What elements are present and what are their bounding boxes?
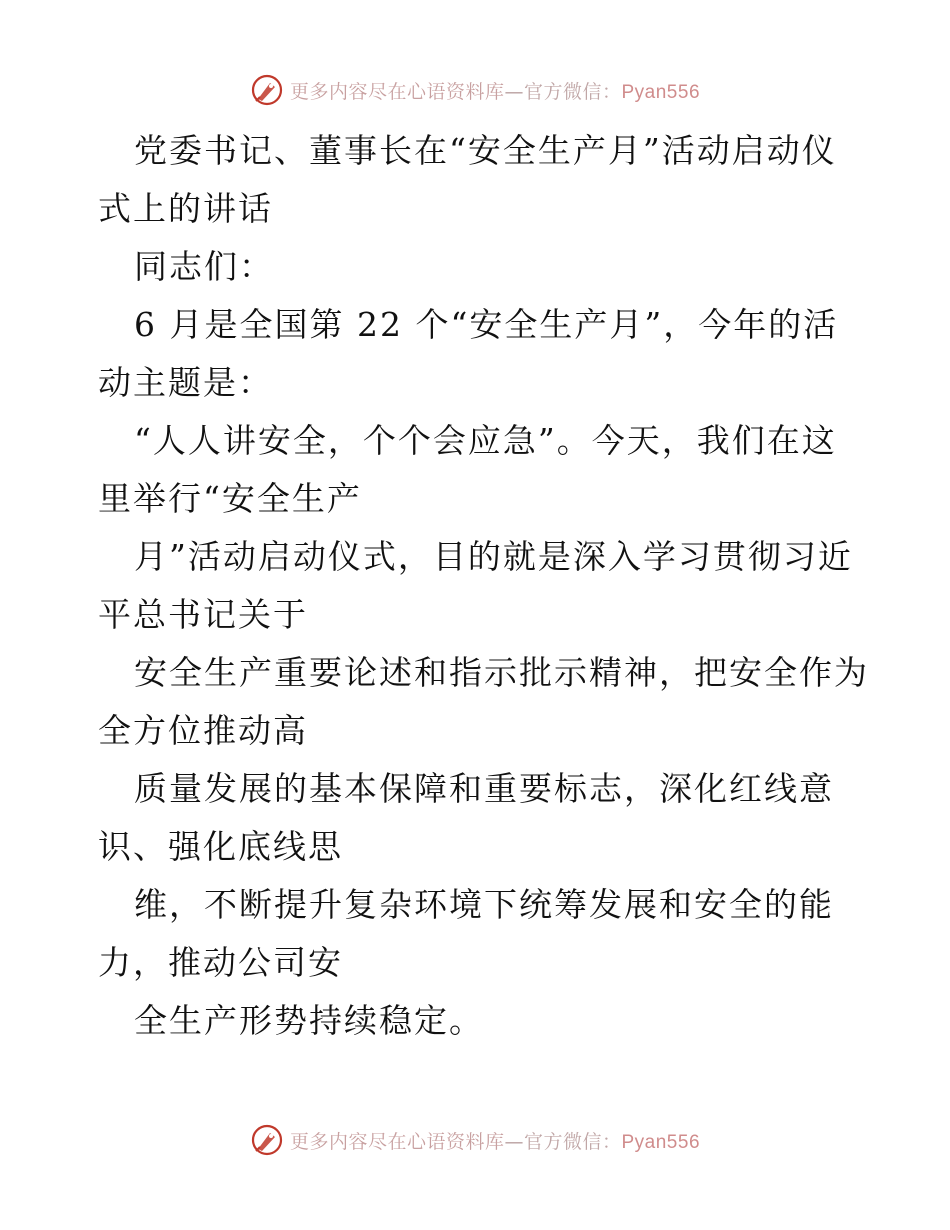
paragraph-line: 力，推动公司安 xyxy=(98,943,343,982)
title-line-2: 式上的讲话 xyxy=(98,189,273,228)
footer-watermark xyxy=(0,1120,950,1160)
watermark-separator: — xyxy=(504,1130,524,1153)
paragraph-line: 里举行“安全生产 xyxy=(98,479,362,518)
pen-nib-logo-icon xyxy=(250,1123,284,1157)
paragraph-line: 动主题是： xyxy=(98,363,273,402)
salutation: 同志们： xyxy=(134,247,274,286)
watermark-wechat-label: 官方微信： xyxy=(523,1130,622,1153)
watermark-wechat-label: 官方微信： xyxy=(523,80,622,103)
paragraph-line: 质量发展的基本保障和重要标志，深化红线意 xyxy=(134,769,834,808)
paragraph-line: 全方位推动高 xyxy=(98,711,308,750)
header-watermark xyxy=(0,70,950,110)
pen-nib-logo-icon xyxy=(250,73,284,107)
title-line-1: 党委书记、董事长在“安全生产月”活动启动仪 xyxy=(134,131,837,170)
watermark-separator: — xyxy=(504,80,524,103)
watermark-brand: 更多内容尽在心语资料库 xyxy=(289,80,505,103)
watermark-handle: Pyan556 xyxy=(621,81,701,103)
document-body xyxy=(98,122,869,1050)
paragraph-line: 月”活动启动仪式，目的就是深入学习贯彻习近 xyxy=(134,537,853,576)
paragraph-line: 安全生产重要论述和指示批示精神，把安全作为 xyxy=(134,653,869,692)
paragraph-line: 6 月是全国第 22 个“安全生产月”，今年的活 xyxy=(134,305,839,344)
paragraph-line: “人人讲安全，个个会应急”。今天，我们在这 xyxy=(134,421,837,460)
watermark-handle: Pyan556 xyxy=(621,1131,701,1153)
paragraph-line: 平总书记关于 xyxy=(98,595,308,634)
paragraph-line: 识、强化底线思 xyxy=(98,827,343,866)
paragraph-line: 维，不断提升复杂环境下统筹发展和安全的能 xyxy=(134,885,834,924)
watermark-brand: 更多内容尽在心语资料库 xyxy=(289,1130,505,1153)
paragraph-line: 全生产形势持续稳定。 xyxy=(134,1001,484,1040)
